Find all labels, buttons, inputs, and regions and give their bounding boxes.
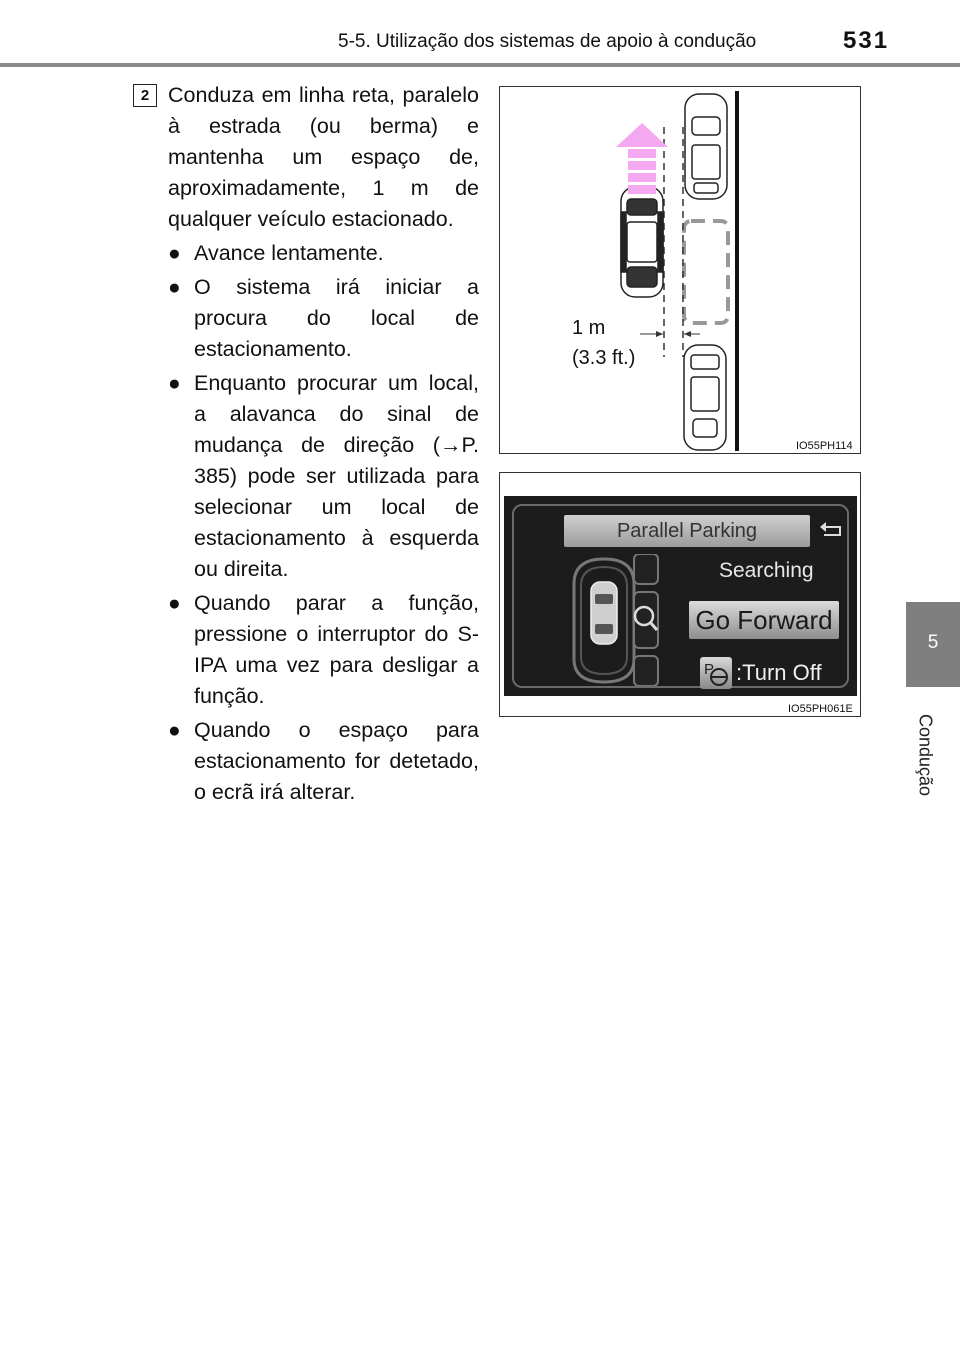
display-figure [499,472,861,717]
distance-ft: (3.3 ft.) [572,347,636,369]
parallel-parking-title: Parallel Parking [564,515,810,547]
diagram-drawing [500,87,860,453]
svg-text:P: P [704,661,715,678]
display-screen [504,496,857,696]
page-number: 531 [843,27,890,54]
header-title: 5-5. Utilização dos sistemas de apoio à condução [338,31,757,52]
list-item: ● O sistema irá iniciar a procura do local de estacionamento. [168,272,479,365]
searching-status: Searching [719,559,814,582]
distance-m: 1 m [572,317,606,339]
step-content [168,80,479,808]
moving-car [621,187,663,297]
header-rule [0,63,960,67]
bullet-icon: ● [168,276,181,299]
list-item: ● Quando parar a função, pressione o interruptor do S-IPA uma vez para desligar a função. [168,588,479,712]
step-intro: Conduza em linha reta, paralelo à estrada (ou berma) e mantenha um espaço de, aproximadamente, 1 m de qualquer veículo estacionado. [168,83,479,231]
parking-diagram [499,86,861,454]
bullet-icon: ● [168,372,181,395]
bullet-list [168,238,479,808]
forward-arrow-icon [616,123,668,194]
back-arrow-icon[interactable] [818,518,844,540]
chapter-tab [906,602,960,687]
go-forward-message: Go Forward [689,601,839,639]
chapter-label [912,700,938,810]
bullet-icon: ● [168,719,181,742]
list-item: ● Enquanto procurar um local, a alavanca do sinal de mudança de direção (→P. 385) pode ser utilizada para selecionar um local de estacionamento à esquerda ou direita. [168,368,479,585]
chapter-number: 5 [927,632,939,653]
turn-off-label: :Turn Off [736,660,822,685]
bullet-icon: ● [168,242,181,265]
list-item: ● Avance lentamente. [168,238,479,269]
car-top-icon [591,582,617,644]
parking-spot [684,221,728,323]
chapter-label-text: Condução [915,713,936,797]
display-inner-frame [512,504,849,688]
figure-code-1: IO55PH114 [796,440,853,452]
list-item: ● Quando o espaço para estacionamento for detetado, o ecrã irá alterar. [168,715,479,808]
bullet-icon: ● [168,592,181,615]
s-ipa-switch-icon [700,657,732,689]
parked-car-rear [684,345,726,450]
parked-car-front [685,94,727,199]
distance-label [572,313,635,373]
figure-code-2: IO55PH061E [788,703,853,715]
step-number-box: 2 [133,84,157,107]
